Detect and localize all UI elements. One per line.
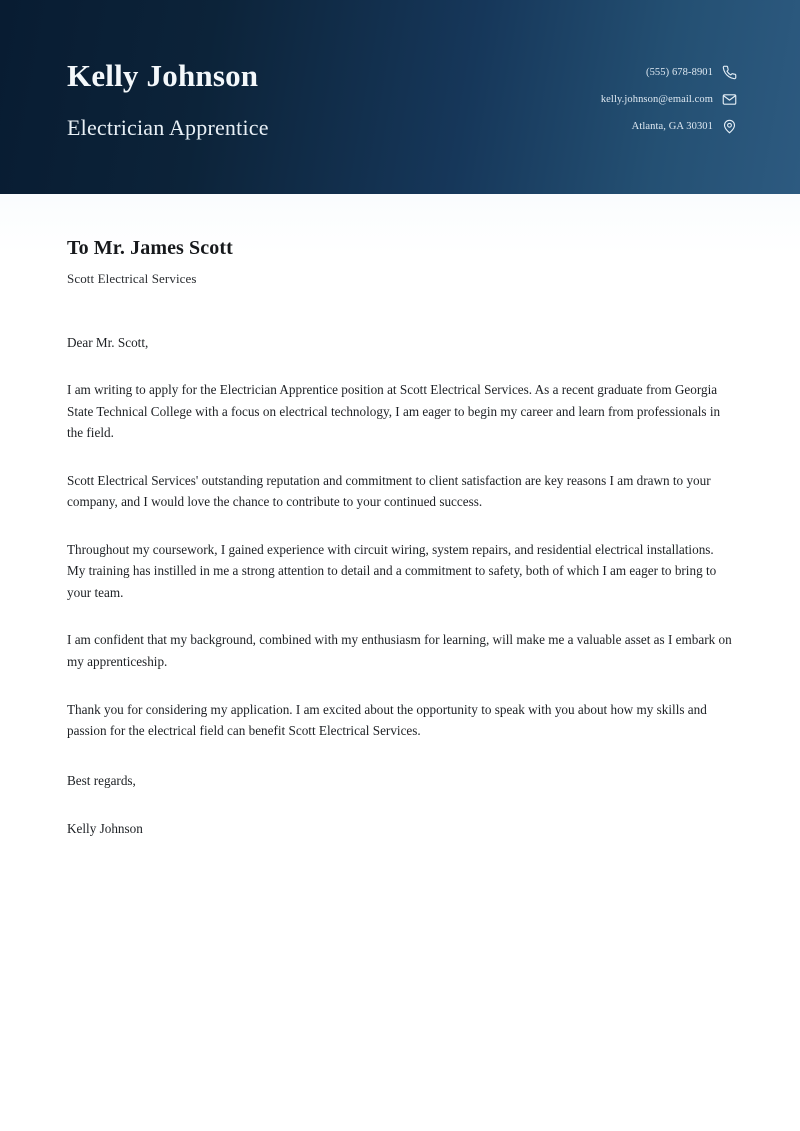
body-paragraph: Thank you for considering my application. I am excited about the opportunity to speak with you about how my skills and passion for the electrical field can benefit Scott Electrical Services. (67, 701, 707, 739)
contact-phone-text: (555) 678-8901 (645, 66, 713, 78)
email-icon (722, 92, 737, 107)
letter-body (0, 194, 800, 1131)
body-paragraph: I am confident that my background, combined with my enthusiasm for learning, will make me a valuable asset as I embark on my apprenticeship. (67, 632, 732, 669)
contact-row-location[interactable] (632, 119, 737, 134)
closing-salutation: Best regards, (67, 772, 136, 788)
letter-header-banner (0, 0, 800, 194)
recipient-company: Scott Electrical Services (67, 271, 197, 286)
location-pin-icon (722, 119, 737, 134)
candidate-job-title: Electrician Apprentice (67, 115, 269, 141)
body-paragraph: Throughout my coursework, I gained experience with circuit wiring, system repairs, and residential electrical installations. My training has instilled in me a strong attention to detail and a commitment to safety, both of which I am eager to bring to your team. (67, 541, 717, 600)
body-paragraph: I am writing to apply for the Electrician Apprentice position at Scott Electrical Services. As a recent graduate from Georgia State Technical College with a focus on electrical technology, I am eager to begin my career and learn from professionals in the field. (67, 382, 721, 441)
signature-name: Kelly Johnson (67, 820, 143, 836)
header-identity-block (67, 58, 269, 141)
phone-icon (722, 65, 737, 80)
contact-email-text: kelly.johnson@email.com (600, 93, 713, 105)
contact-row-phone[interactable] (646, 65, 737, 80)
contact-location-text: Atlanta, GA 30301 (631, 120, 713, 132)
candidate-name: Kelly Johnson (67, 58, 259, 94)
recipient-name: To Mr. James Scott (67, 237, 233, 259)
recipient-block (67, 194, 733, 288)
salutation: Dear Mr. Scott, (67, 334, 149, 350)
contact-row-email[interactable] (601, 92, 737, 107)
contact-details-block (601, 65, 737, 134)
body-paragraph: Scott Electrical Services' outstanding reputation and commitment to client satisfaction are key reasons I am drawn to your company, and I would love the chance to contribute to your continued success. (67, 472, 711, 510)
